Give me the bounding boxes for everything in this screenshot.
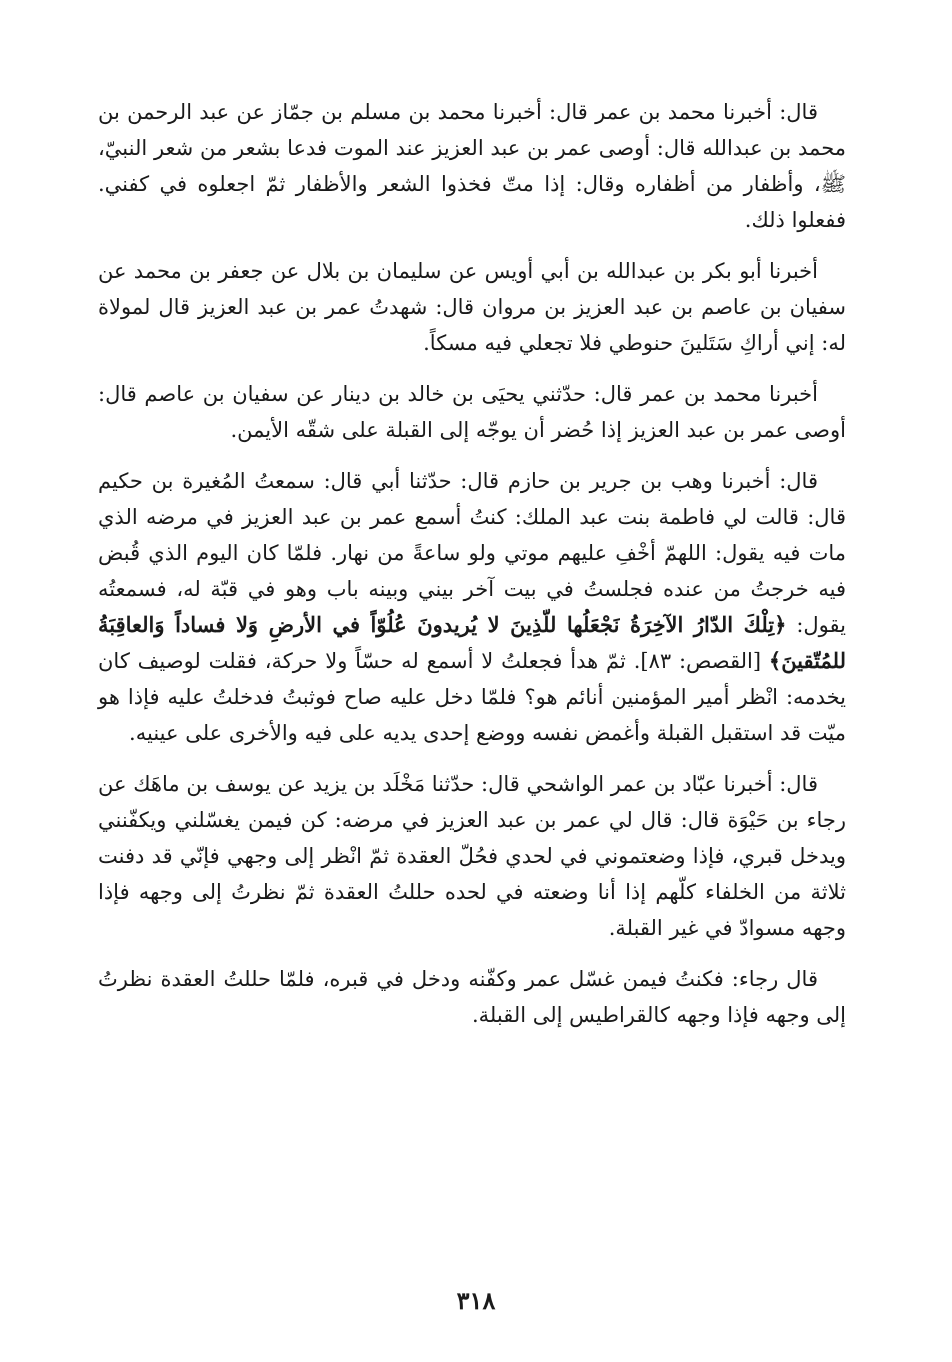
quran-quote: ﴿تِلْكَ الدّارُ الآخِرَةُ نَجْعَلُها للّذِينَ لا يُريدونَ عُلُوّاً في الأرضِ وَلا فساداً وَالعاقِبَةُ للمُتّقينَ﴾: [98, 612, 846, 673]
paragraph-5: [98, 766, 846, 946]
paragraph-text: أخبرنا محمد بن عمر قال: حدّثني يحيَى بن خالد بن دينار عن سفيان بن عاصم قال: أوصى عمر بن عبد العزيز إذا حُضر أن يوجّه إلى القبلة على شقّه الأيمن.: [98, 382, 846, 442]
paragraph-text: قال رجاء: فكنتُ فيمن غسّل عمر وكفّنه ودخل في قبره، فلمّا حللتُ العقدة نظرتُ إلى وجهه فإذا وجهه كالقراطيس إلى القبلة.: [98, 967, 846, 1027]
paragraph-text: قال: أخبرنا محمد بن عمر قال: أخبرنا محمد بن مسلم بن جمّاز عن عبد الرحمن بن محمد بن عبدالله قال: أوصى عمر بن عبد العزيز عند الموت فدعا بشعر من شعر النبيّ، ﷺ، وأظفار من أظفاره وقال: إذا متّ فخذوا الشعر والأظفار ثمّ اجعلوه في كفني. ففعلوا ذلك.: [98, 100, 846, 232]
paragraph-text: قال: أخبرنا عبّاد بن عمر الواشحي قال: حدّثنا مَخْلَد بن يزيد عن يوسف بن ماهَك عن رجاء بن حَيْوَة قال: قال لي عمر بن عبد العزيز في مرضه: كن فيمن يغسّلني ويكفّنني ويدخل قبري، فإذا وضعتموني في لحدي فحُلّ العقدة ثمّ انْظر إلى وجهي فإنّي قد دفنت ثلاثة من الخلفاء كلّهم إذا أنا وضعته في لحده حللتُ العقدة ثمّ نظرتُ إلى وجهه فإذا وجهه مسوادّ في غير القبلة.: [98, 772, 846, 940]
paragraph-3: [98, 376, 846, 448]
paragraph-2: [98, 253, 846, 361]
paragraph-4: [98, 463, 846, 751]
paragraph-6: [98, 961, 846, 1033]
paragraph-1: [98, 94, 846, 238]
page-number: ٣١٨: [456, 1286, 496, 1315]
paragraph-text-continued: [القصص: ٨٣]. ثمّ هدأ فجعلتُ لا أسمع له حسّاً ولا حركة، فقلت لوصيف كان يخدمه: انْظر أمير المؤمنين أنائم هو؟ فلمّا دخل عليه صاح فوثبتُ فدخلتُ عليه فإذا هو ميّت قد استقبل القبلة وأغمض نفسه ووضع إحدى يديه على فيه والأخرى على عينيه.: [98, 649, 846, 745]
paragraph-text: قال: أخبرنا وهب بن جرير بن حازم قال: حدّثنا أبي قال: سمعتُ المُغيرة بن حكيم قال: قالت لي فاطمة بنت عبد الملك: كنتُ أسمع عمر بن عبد العزيز في مرضه الذي مات فيه يقول: اللهمّ أخْفِ عليهم موتي ولو ساعةً من نهار. فلمّا كان اليوم الذي قُبض فيه خرجتُ من عنده فجلستُ في بيت آخر بيني وبينه باب وهو في قبّة له، فسمعتُه يقول:: [98, 469, 846, 637]
paragraph-text: أخبرنا أبو بكر بن عبدالله بن أبي أويس عن سليمان بن بلال عن جعفر بن محمد عن سفيان بن عاصم بن عبد العزيز بن مروان قال: شهدتُ عمر بن عبد العزيز قال لمولاة له: إني أراكِ سَتَلينَ حنوطي فلا تجعلي فيه مسكاً.: [98, 259, 846, 355]
page-body: [98, 94, 846, 1294]
